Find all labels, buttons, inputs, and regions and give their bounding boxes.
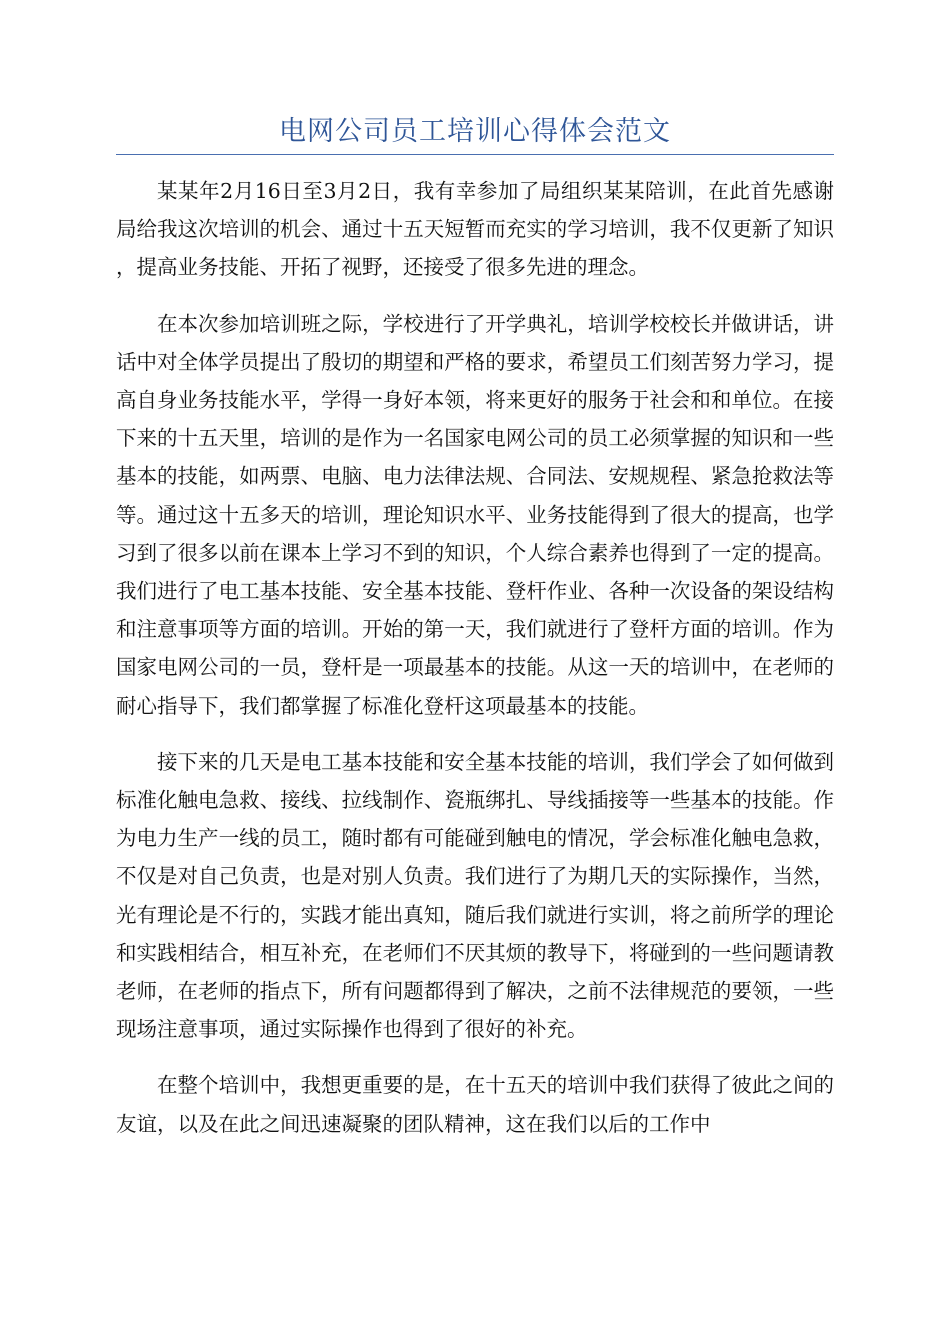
paragraph-4: 在整个培训中，我想更重要的是，在十五天的培训中我们获得了彼此之间的友谊，以及在此之间迅速凝聚的团队精神，这在我们以后的工作中 xyxy=(116,1073,834,1136)
document-body xyxy=(116,172,834,1161)
paragraph-2: 在本次参加培训班之际，学校进行了开学典礼，培训学校校长并做讲话，讲话中对全体学员提出了殷切的期望和严格的要求，希望员工们刻苦努力学习，提高自身业务技能水平，学得一身好本领，将来更好的服务于社会和和单位。在接下来的十五天里，培训的是作为一名国家电网公司的员工必须掌握的知识和一些基本的技能，如两票、电脑、电力法律法规、合同法、安规规程、紧急抢救法等等。通过这十五多天的培训，理论知识水平、业务技能得到了很大的提高，也学习到了很多以前在课本上学习不到的知识，个人综合素养也得到了一定的提高。我们进行了电工基本技能、安全基本技能、登杆作业、各种一次设备的架设结构和注意事项等方面的培训。开始的第一天，我们就进行了登杆方面的培训。作为国家电网公司的一员，登杆是一项最基本的技能。从这一天的培训中，在老师的耐心指导下，我们都掌握了标准化登杆这项最基本的技能。 xyxy=(116,311,834,718)
paragraph-1: 某某年2月16日至3月2日，我有幸参加了局组织某某陪训，在此首先感谢局给我这次培训的机会、通过十五天短暂而充实的学习培训，我不仅更新了知识，提高业务技能、开拓了视野，还接受了很多先进的理念。 xyxy=(116,179,834,280)
document-title: 电网公司员工培训心得体会范文 xyxy=(279,116,671,147)
paragraph-3: 接下来的几天是电工基本技能和安全基本技能的培训，我们学会了如何做到标准化触电急救、接线、拉线制作、瓷瓶绑扎、导线插接等一些基本的技能。作为电力生产一线的员工，随时都有可能碰到触电的情况，学会标准化触电急救，不仅是对自己负责，也是对别人负责。我们进行了为期几天的实际操作，当然，光有理论是不行的，实践才能出真知，随后我们就进行实训，将之前所学的理论和实践相结合，相互补充，在老师们不厌其烦的教导下，将碰到的一些问题请教老师，在老师的指点下，所有问题都得到了解决，之前不法律规范的要领，一些现场注意事项，通过实际操作也得到了很好的补充。 xyxy=(116,749,834,1042)
title-underline xyxy=(116,154,834,155)
